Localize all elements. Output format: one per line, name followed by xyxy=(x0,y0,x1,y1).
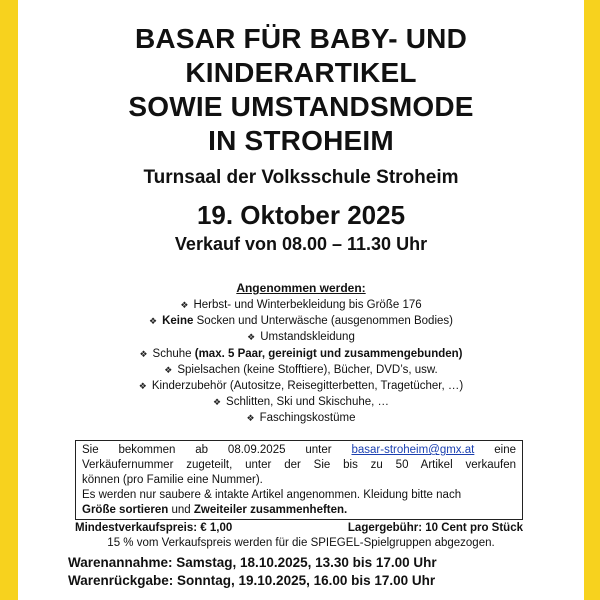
sale-time: Verkauf von 08.00 – 11.30 Uhr xyxy=(174,234,428,254)
min-price: Mindestverkaufspreis: € 1,00 xyxy=(75,522,233,534)
title-line-1: BASAR FÜR BABY- UND xyxy=(134,23,468,54)
list-item xyxy=(18,394,584,410)
diamond-bullet-icon: ❖ xyxy=(164,364,173,375)
title-line-4: IN STROHEIM xyxy=(208,125,394,156)
list-item xyxy=(18,362,584,378)
list-item xyxy=(18,313,584,329)
diamond-bullet-icon: ❖ xyxy=(149,316,158,327)
info-sort-size: Größe sortieren xyxy=(82,504,169,516)
info-line-1-suffix: eine xyxy=(494,444,516,456)
info-staple-sets: Zweiteiler zusammenheften. xyxy=(193,504,348,516)
list-item xyxy=(18,329,584,345)
list-item xyxy=(18,378,584,394)
info-line-1-prefix: Sie bekommen ab 08.09.2025 unter xyxy=(82,444,332,456)
accepted-items-list xyxy=(18,297,584,427)
diamond-bullet-icon: ❖ xyxy=(246,413,255,424)
diamond-bullet-icon: ❖ xyxy=(180,300,189,310)
item-text: Faschingskostüme xyxy=(259,412,356,425)
item-text: Socken und Unterwäsche (ausgenommen Bodies) xyxy=(193,315,453,328)
info-line-1 xyxy=(82,443,516,458)
item-bold: Keine xyxy=(162,315,194,328)
info-line-5 xyxy=(82,503,516,518)
diamond-bullet-icon: ❖ xyxy=(138,381,147,392)
accepted-heading: Angenommen werden: xyxy=(236,281,366,295)
title-line-3: SOWIE UMSTANDSMODE xyxy=(128,91,474,122)
info-line-3: können (pro Familie eine Nummer). xyxy=(82,474,263,486)
email-link[interactable]: basar-stroheim@gmx.at xyxy=(351,444,475,456)
list-item xyxy=(18,297,584,313)
diamond-bullet-icon: ❖ xyxy=(139,348,148,359)
title-line-2: KINDERARTIKEL xyxy=(185,57,417,88)
item-text: Schlitten, Ski und Skischuhe, … xyxy=(226,396,390,409)
item-text: Umstandskleidung xyxy=(260,331,355,344)
flyer-title xyxy=(18,22,584,158)
info-line-4: Es werden nur saubere & intakte Artikel angenommen. Kleidung bitte nach xyxy=(82,489,462,501)
item-text: Kinderzubehör (Autositze, Reisegitterbetten, Tragetücher, …) xyxy=(151,380,464,393)
info-and: und xyxy=(168,504,194,516)
seller-info-box xyxy=(75,440,523,520)
pick-up-time: Warenrückgabe: Sonntag, 19.10.2025, 16.00 bis 17.00 Uhr xyxy=(68,573,436,588)
diamond-bullet-icon: ❖ xyxy=(212,397,222,408)
commission-note: 15 % vom Verkaufspreis werden für die SPIEGEL-Spielgruppen abgezogen. xyxy=(107,537,495,549)
item-bold-after: (max. 5 Paar, gereinigt und zusammengebunden) xyxy=(194,347,463,360)
drop-off-time: Warenannahme: Samstag, 18.10.2025, 13.30 bis 17.00 Uhr xyxy=(68,555,437,570)
info-line-2: Verkäufernummer zugeteilt, unter der Sie bis zu 50 Artikel verkaufen xyxy=(82,459,516,471)
item-text: Herbst- und Winterbekleidung bis Größe 176 xyxy=(193,299,422,311)
item-text: Spielsachen (keine Stofftiere), Bücher, DVD’s, usw. xyxy=(177,363,438,376)
flyer-page xyxy=(18,0,584,600)
diamond-bullet-icon: ❖ xyxy=(247,332,256,343)
item-text: Schuhe xyxy=(152,347,195,360)
schedule-block xyxy=(68,554,437,590)
list-item xyxy=(18,346,584,362)
storage-fee: Lagergebühr: 10 Cent pro Stück xyxy=(347,522,523,534)
venue: Turnsaal der Volksschule Stroheim xyxy=(143,167,459,188)
event-date: 19. Oktober 2025 xyxy=(196,200,406,230)
list-item xyxy=(18,410,584,426)
fees-row xyxy=(75,522,523,534)
